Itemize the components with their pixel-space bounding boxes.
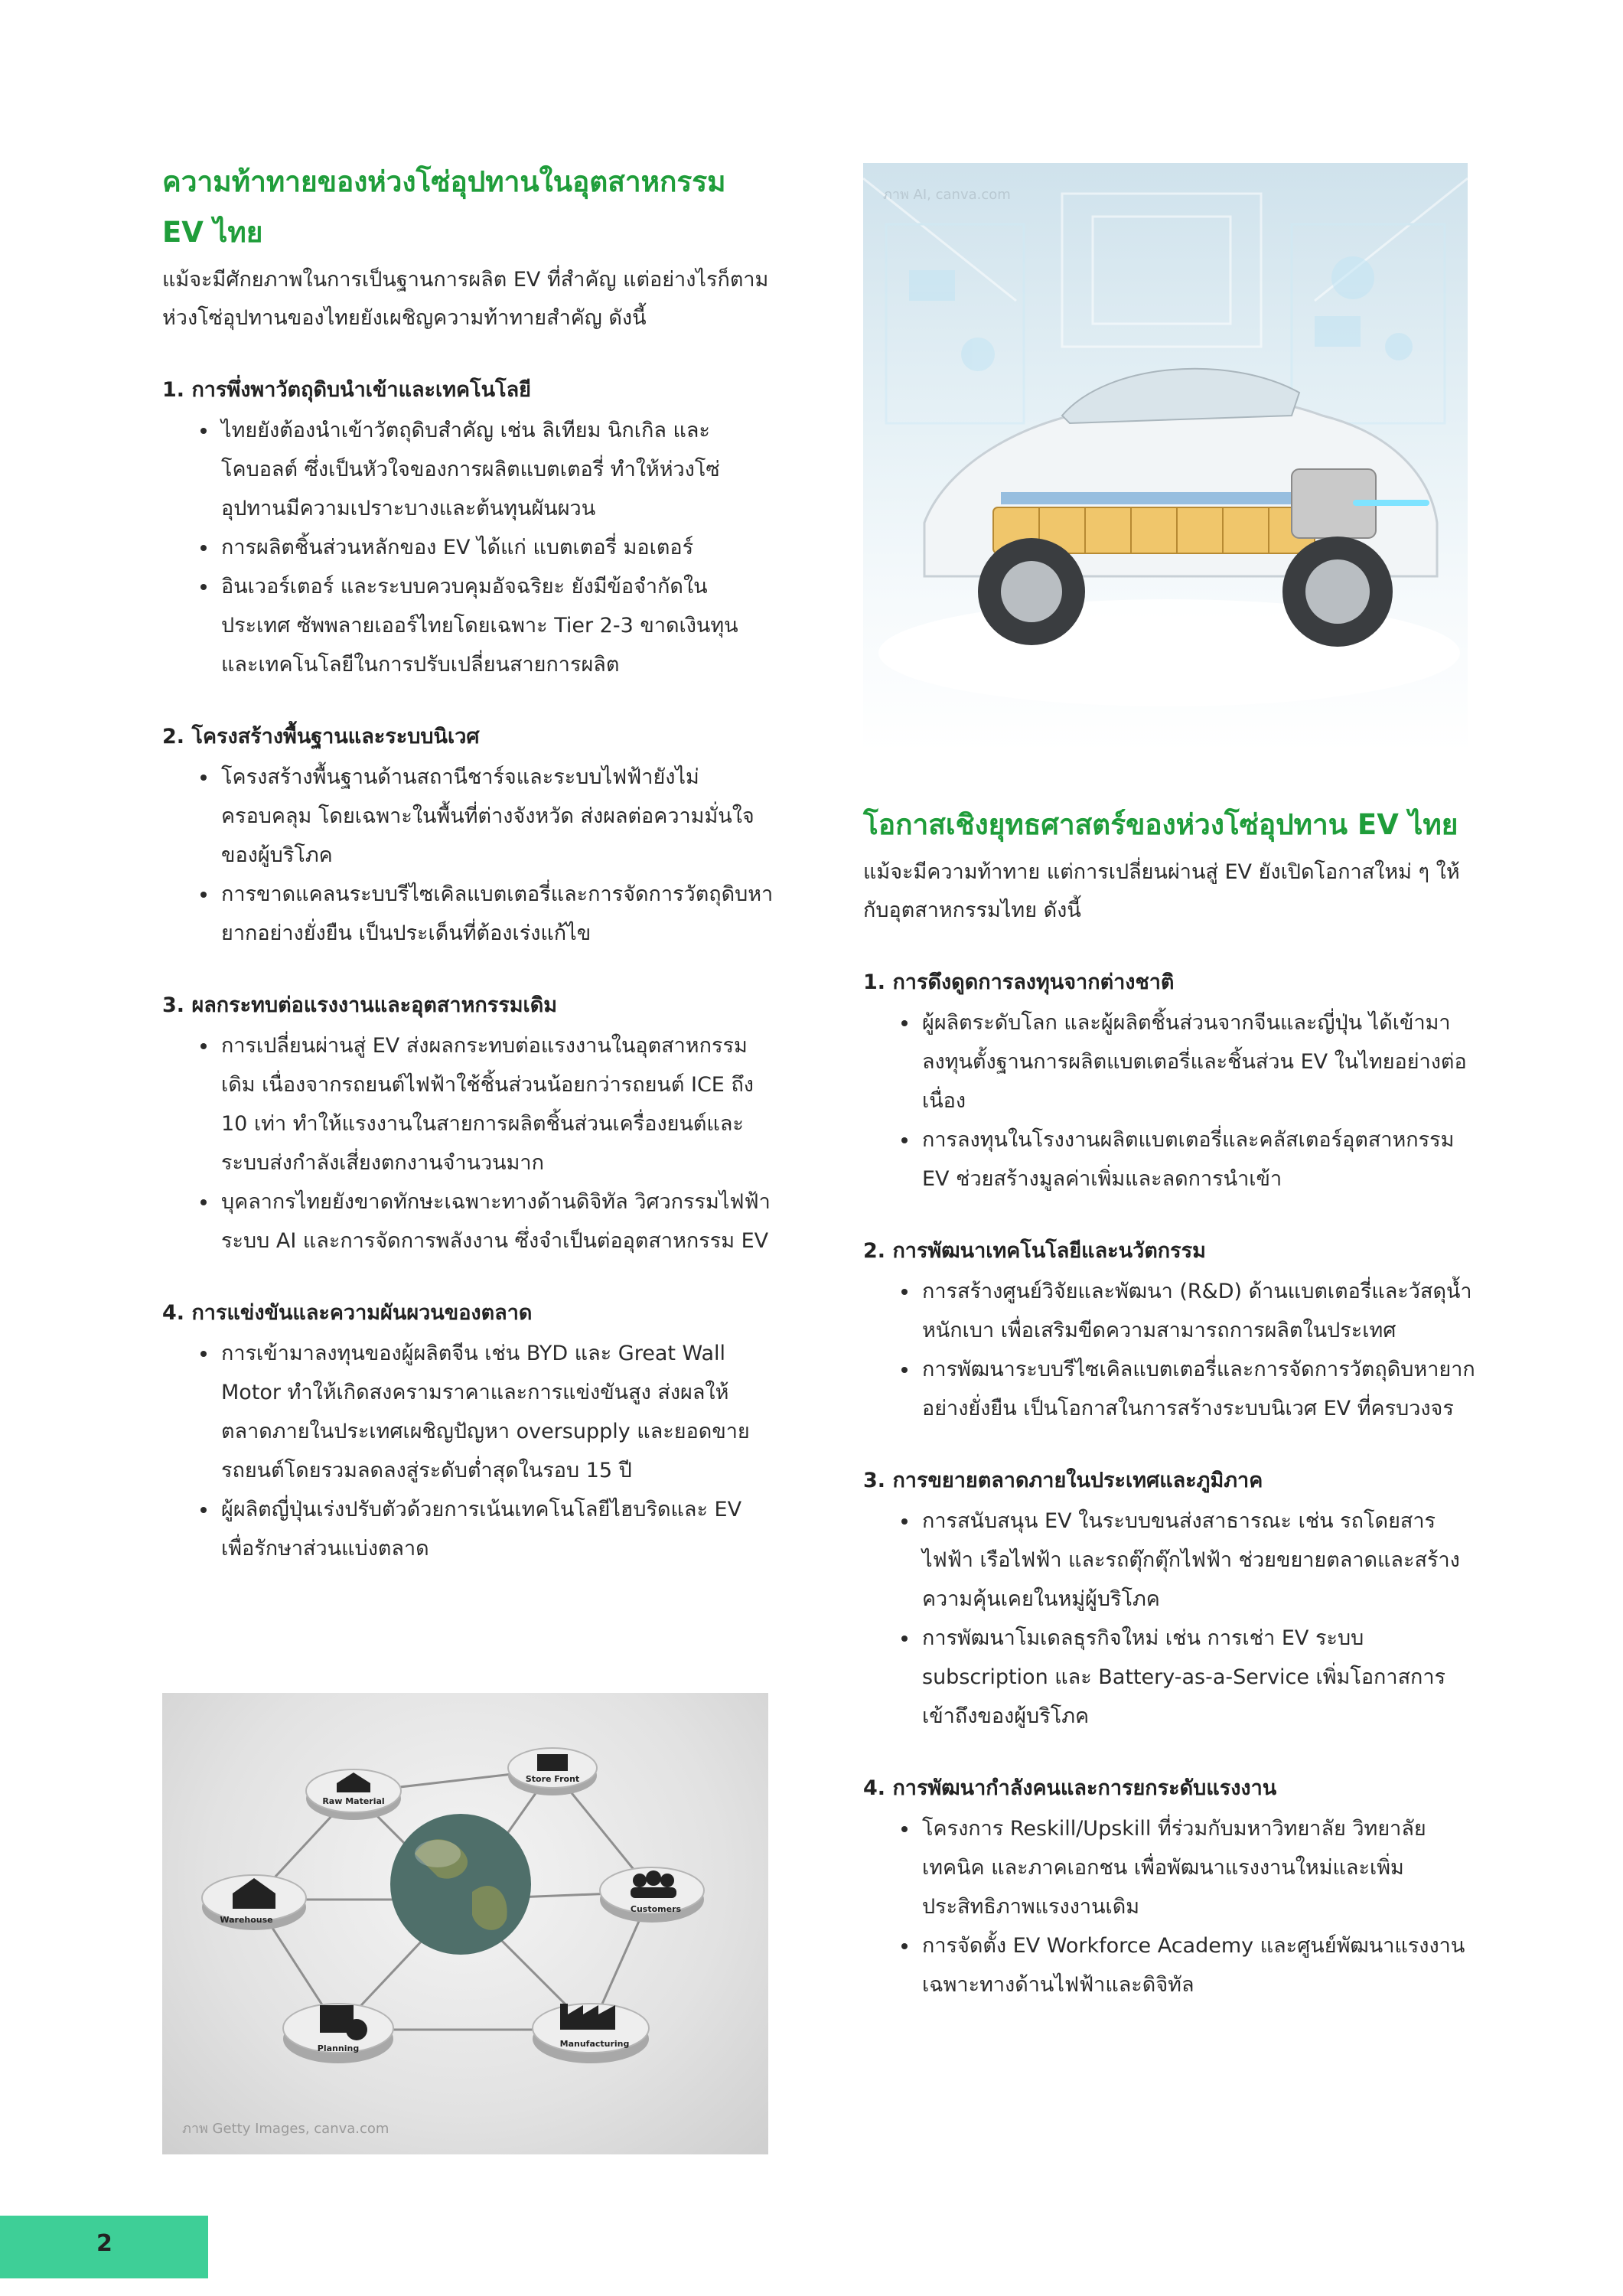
challenges-title: ความท้าทายของห่วงโซ่อุปทานในอุตสาหกรรม EV ไทย <box>162 165 726 249</box>
list-item: • ไทยยังต้องนำเข้าวัตถุดิบสำคัญ เช่น ลิเทียม นิกเกิล และโคบอลต์ ซึ่งเป็นหัวใจของการผลิตแบตเตอรี่ ทำให้ห่วงโซ่อุปทานมีความเปราะบางและต้นทุนผันผวน <box>218 411 774 528</box>
list-item: • การสร้างศูนย์วิจัยและพัฒนา (R&D) ด้านแบตเตอรี่และวัสดุน้ำหนักเบา เพื่อเสริมขีดความสามารถการผลิตในประเทศ <box>919 1272 1475 1350</box>
item-heading: 2. การพัฒนาเทคโนโลยีและนวัตกรรม <box>863 1239 1206 1263</box>
ev-car-image <box>863 163 1468 752</box>
challenge-item-2 <box>162 718 774 953</box>
image-caption: ภาพ Getty Images, canva.com <box>182 2121 389 2137</box>
page-number: 2 <box>96 2230 112 2257</box>
item-heading: 3. การขยายตลาดภายในประเทศและภูมิภาค <box>863 1469 1263 1492</box>
node-customers <box>600 1867 704 1923</box>
list-item: • การพัฒนาโมเดลธุรกิจใหม่ เช่น การเช่า EV ระบบ subscription และ Battery-as-a-Service เพิ่มโอกาสการเข้าถึงของผู้บริโภค <box>919 1619 1475 1736</box>
node-planning <box>283 2004 393 2063</box>
left-column <box>162 157 774 1568</box>
node-warehouse <box>202 1875 306 1930</box>
node-label: Manufacturing <box>559 2039 630 2049</box>
item-heading: 1. การพึ่งพาวัตถุดิบนำเข้าและเทคโนโลยี <box>162 378 531 402</box>
list-item: • การเข้ามาลงทุนของผู้ผลิตจีน เช่น BYD และ Great Wall Motor ทำให้เกิดสงครามราคาและการแข่งขันสูง ส่งผลให้ตลาดภายในประเทศเผชิญปัญหา oversupply และยอดขายรถยนต์โดยรวมลดลงสู่ระดับต่ำสุดในรอบ 15 ปี <box>218 1334 774 1490</box>
list-item: • การสนับสนุน EV ในระบบขนส่งสาธารณะ เช่น รถโดยสารไฟฟ้า เรือไฟฟ้า และรถตุ๊กตุ๊กไฟฟ้า ช่วยขยายตลาดและสร้างความคุ้นเคยในหมู่ผู้บริโภค <box>919 1502 1475 1619</box>
list-item: • ผู้ผลิตระดับโลก และผู้ผลิตชิ้นส่วนจากจีนและญี่ปุ่น ได้เข้ามาลงทุนตั้งฐานการผลิตแบตเตอรี่และชิ้นส่วน EV ในไทยอย่างต่อเนื่อง <box>919 1003 1475 1120</box>
item-heading: 3. ผลกระทบต่อแรงงานและอุตสาหกรรมเดิม <box>162 993 558 1017</box>
image-caption: ภาพ AI, canva.com <box>883 187 1011 203</box>
node-label: Planning <box>317 2043 360 2053</box>
node-label: Raw Material <box>322 1796 385 1806</box>
opportunity-item-3 <box>863 1462 1475 1736</box>
item-heading: 1. การดึงดูดการลงทุนจากต่างชาติ <box>863 970 1175 994</box>
list-item: • โครงสร้างพื้นฐานด้านสถานีชาร์จและระบบไฟฟ้ายังไม่ครอบคลุม โดยเฉพาะในพื้นที่ต่างจังหวัด ส่งผลต่อความมั่นใจของผู้บริโภค <box>218 758 774 875</box>
list-item: • การพัฒนาระบบรีไซเคิลแบตเตอรี่และการจัดการวัตถุดิบหายากอย่างยั่งยืน เป็นโอกาสในการสร้างระบบนิเวศ EV ที่ครบวงจร <box>919 1350 1475 1428</box>
list-item: • การเปลี่ยนผ่านสู่ EV ส่งผลกระทบต่อแรงงานในอุตสาหกรรมเดิม เนื่องจากรถยนต์ไฟฟ้าใช้ชิ้นส่วนน้อยกว่ารถยนต์ ICE ถึง 10 เท่า ทำให้แรงงานในสายการผลิตชิ้นส่วนเครื่องยนต์และระบบส่งกำลังเสี่ยงตกงานจำนวนมาก <box>218 1026 774 1182</box>
ev-chassis-illustration <box>863 163 1468 752</box>
list-item: • บุคลากรไทยยังขาดทักษะเฉพาะทางด้านดิจิทัล วิศวกรรมไฟฟ้า ระบบ AI และการจัดการพลังงาน ซึ่งจำเป็นต่ออุตสาหกรรม EV <box>218 1182 774 1261</box>
challenge-item-4 <box>162 1294 774 1568</box>
list-item: • การลงทุนในโรงงานผลิตแบตเตอรี่และคลัสเตอร์อุตสาหกรรม EV ช่วยสร้างมูลค่าเพิ่มและลดการนำเข้า <box>919 1120 1475 1199</box>
supply-chain-diagram <box>162 1693 768 2154</box>
node-label: Store Front <box>525 1774 580 1784</box>
item-heading: 2. โครงสร้างพื้นฐานและระบบนิเวศ <box>162 725 480 748</box>
challenge-item-3 <box>162 987 774 1261</box>
item-heading: 4. การแข่งขันและความผันผวนของตลาด <box>162 1301 533 1325</box>
opportunities-title: โอกาสเชิงยุทธศาสตร์ของห่วงโซ่อุปทาน EV ไทย <box>863 808 1458 841</box>
list-item: • การขาดแคลนระบบรีไซเคิลแบตเตอรี่และการจัดการวัตถุดิบหายากอย่างยั่งยืน เป็นประเด็นที่ต้องเร่งแก้ไข <box>218 875 774 953</box>
node-store-front <box>508 1748 597 1795</box>
node-raw-material <box>306 1769 401 1820</box>
opportunity-item-1 <box>863 964 1475 1199</box>
node-label: Customers <box>630 1904 682 1914</box>
right-column <box>863 800 1475 2004</box>
list-item: • การจัดตั้ง EV Workforce Academy และศูนย์พัฒนาแรงงานเฉพาะทางด้านไฟฟ้าและดิจิทัล <box>919 1926 1475 2004</box>
supply-chain-network-image <box>162 1693 768 2154</box>
list-item: • การผลิตชิ้นส่วนหลักของ EV ได้แก่ แบตเตอรี่ มอเตอร์ <box>218 528 774 567</box>
opportunity-item-4 <box>863 1769 1475 2004</box>
list-item: • โครงการ Reskill/Upskill ที่ร่วมกับมหาวิทยาลัย วิทยาลัยเทคนิค และภาคเอกชน เพื่อพัฒนาแรงงานใหม่และเพิ่มประสิทธิภาพแรงงานเดิม <box>919 1809 1475 1926</box>
challenge-item-1 <box>162 371 774 684</box>
node-label: Warehouse <box>220 1915 273 1925</box>
challenges-intro: แม้จะมีศักยภาพในการเป็นฐานการผลิต EV ที่สำคัญ แต่อย่างไรก็ตามห่วงโซ่อุปทานของไทยยังเผชิญความท้าทายสำคัญ ดังนี้ <box>162 268 769 330</box>
list-item: • ผู้ผลิตญี่ปุ่นเร่งปรับตัวด้วยการเน้นเทคโนโลยีไฮบริดและ EV เพื่อรักษาส่วนแบ่งตลาด <box>218 1490 774 1568</box>
item-heading: 4. การพัฒนากำลังคนและการยกระดับแรงงาน <box>863 1776 1277 1800</box>
globe-icon <box>390 1814 531 1955</box>
list-item: • อินเวอร์เตอร์ และระบบควบคุมอัจฉริยะ ยังมีข้อจำกัดในประเทศ ซัพพลายเออร์ไทยโดยเฉพาะ Tier 2-3 ขาดเงินทุนและเทคโนโลยีในการปรับเปลี่ยนสายการผลิต <box>218 567 774 684</box>
opportunities-intro: แม้จะมีความท้าทาย แต่การเปลี่ยนผ่านสู่ EV ยังเปิดโอกาสใหม่ ๆ ให้กับอุตสาหกรรมไทย ดังนี้ <box>863 860 1460 922</box>
opportunity-item-2 <box>863 1232 1475 1428</box>
node-manufacturing <box>533 2004 649 2063</box>
